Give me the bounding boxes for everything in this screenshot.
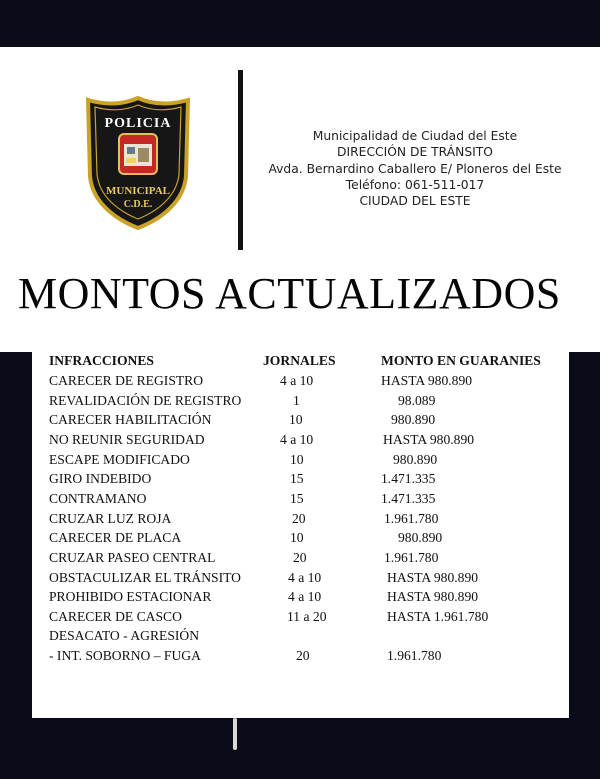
table-row [32,471,569,491]
address-line-2: DIRECCIÓN DE TRÁNSITO [337,145,493,160]
badge-emblem-detail-right [138,148,149,162]
bottom-scroll-mark [233,718,237,750]
top-dark-band [0,0,600,47]
header-divider [238,70,243,250]
cell-infraccion: ESCAPE MODIFICADO [49,452,190,467]
cell-infraccion: - INT. SOBORNO – FUGA [49,648,201,663]
cell-jornales: 4 a 10 [288,589,322,604]
table-row [32,628,569,648]
cell-jornales: 20 [293,550,307,565]
address-line-3: Avda. Bernardino Caballero E/ Ploneros del Este [268,161,562,176]
badge-text-municipal: MUNICIPAL [106,185,170,197]
cell-infraccion: CARECER HABILITACIÓN [49,412,212,427]
header-infracciones: INFRACCIONES [49,353,154,368]
badge-text-top: POLICIA [104,116,172,131]
cell-monto: 980.890 [393,452,438,467]
cell-infraccion: CRUZAR LUZ ROJA [49,511,172,526]
cell-jornales: 15 [290,491,304,506]
header-monto: MONTO EN GUARANIES [381,353,541,368]
cell-jornales: 20 [292,511,306,526]
cell-infraccion: CARECER DE REGISTRO [49,373,204,388]
cell-jornales: 10 [290,530,304,545]
table-row [32,452,569,472]
cell-infraccion: REVALIDACIÓN DE REGISTRO [49,393,242,408]
page-title: MONTOS ACTUALIZADOS [18,269,561,318]
policia-municipal-badge [86,96,190,230]
cell-monto: HASTA 980.890 [383,432,475,447]
table-row [32,589,569,609]
cell-infraccion: CARECER DE CASCO [49,609,182,624]
address-line-5: CIUDAD DEL ESTE [359,194,471,209]
table-row [32,609,569,629]
cell-jornales: 10 [289,412,303,427]
cell-infraccion: CARECER DE PLACA [49,530,182,545]
cell-monto: 980.890 [398,530,443,545]
table-row [32,393,569,413]
cell-infraccion: DESACATO - AGRESIÓN [49,628,200,643]
badge-emblem-detail-bottom [126,158,136,163]
table-row [32,373,569,393]
cell-infraccion: GIRO INDEBIDO [49,471,152,486]
cell-infraccion: PROHIBIDO ESTACIONAR [49,589,212,604]
table-row [32,412,569,432]
header-jornales: JORNALES [263,353,336,368]
cell-monto: 1.961.780 [384,511,439,526]
cell-jornales: 1 [293,393,300,408]
cell-jornales: 20 [296,648,310,663]
cell-monto: 980.890 [391,412,436,427]
table-row [32,530,569,550]
municipal-address-block [255,128,575,209]
cell-monto: HASTA 1.961.780 [387,609,489,624]
cell-infraccion: CONTRAMANO [49,491,147,506]
table-header-row [32,353,569,373]
cell-jornales: 4 a 10 [288,570,322,585]
cell-infraccion: OBSTACULIZAR EL TRÁNSITO [49,570,241,585]
cell-jornales: 10 [290,452,304,467]
address-line-1: Municipalidad de Ciudad del Este [312,129,518,143]
cell-infraccion: NO REUNIR SEGURIDAD [49,432,205,447]
address-line-4: Teléfono: 061-511-017 [345,177,485,192]
cell-monto: HASTA 980.890 [387,589,479,604]
cell-jornales: 4 a 10 [280,373,314,388]
cell-monto: 98.089 [398,393,436,408]
cell-monto: 1.961.780 [387,648,442,663]
cell-infraccion: CRUZAR PASEO CENTRAL [49,550,216,565]
cell-jornales: 15 [290,471,304,486]
badge-text-cde: C.D.E. [123,199,153,210]
table-row [32,570,569,590]
table-row [32,491,569,511]
infractions-table [32,352,569,718]
cell-jornales: 11 a 20 [287,609,327,624]
table-row [32,648,569,668]
table-row [32,432,569,452]
cell-monto: 1.471.335 [381,471,436,486]
cell-jornales: 4 a 10 [280,432,314,447]
table-row [32,550,569,570]
cell-monto: 1.471.335 [381,491,436,506]
cell-monto: HASTA 980.890 [381,373,473,388]
table-row [32,511,569,531]
cell-monto: 1.961.780 [384,550,439,565]
cell-monto: HASTA 980.890 [387,570,479,585]
badge-emblem-detail-left [127,147,135,154]
